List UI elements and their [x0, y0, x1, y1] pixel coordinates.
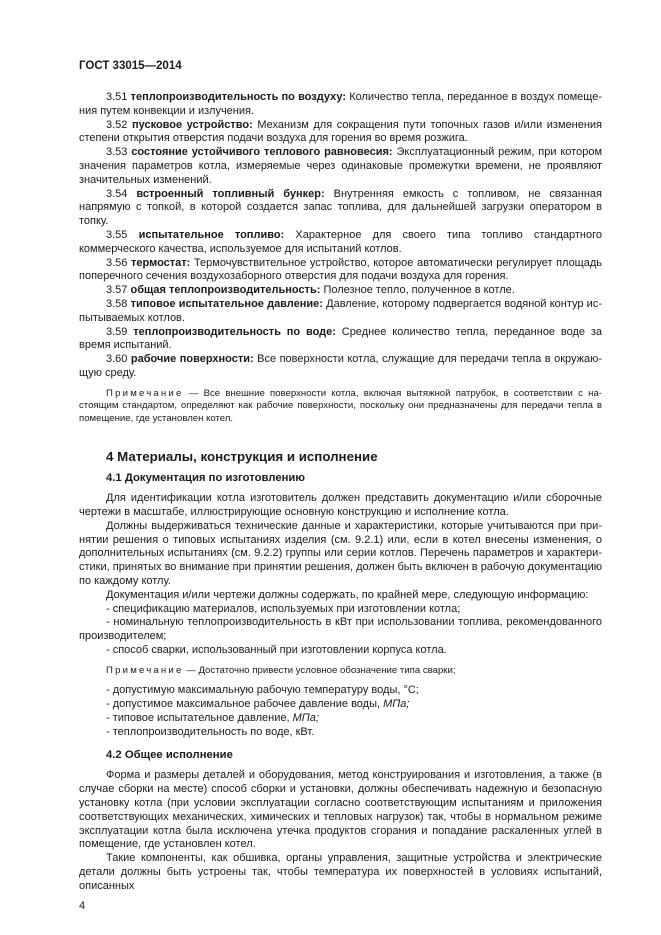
note-label: Примечание: [106, 664, 184, 676]
paragraph: Документация и/или чертежи должны содержать, по крайней мере, следующую информацию:: [106, 588, 589, 601]
list-item-text: - допустимую максимальную рабочую температуру воды, °С;: [106, 684, 419, 697]
note-svarka: [79, 665, 602, 678]
definition-text: Количество тепла, переданное в воздух помещения путем конвекции и излучения.: [79, 91, 603, 117]
definition-number: 3.58: [106, 297, 128, 310]
definitions-list: [79, 91, 602, 381]
document-page: [79, 0, 602, 933]
definition-term: испытательное топливо:: [138, 228, 285, 241]
note-rabochie-poverhnosti: [79, 388, 602, 426]
definition-text: Характерное для своего типа топливо стандартного коммерческого качества, используемое для испытаний котлов.: [79, 228, 603, 255]
definition-term: рабочие поверхности:: [130, 353, 254, 366]
definition-3-57: [79, 284, 602, 298]
definition-term: встроенный топливный бункер:: [136, 187, 325, 200]
definition-text: Среднее количество тепла, переданное воде за время испытаний.: [79, 325, 602, 352]
list-item: [79, 712, 602, 726]
note-label: Примечание: [106, 387, 184, 399]
definition-term: типовое испытательное давление:: [130, 297, 323, 310]
definition-term: состояние устойчивого теплового равновесия:: [131, 146, 393, 159]
definition-term: общая теплопроизводительность:: [130, 284, 321, 297]
definition-3-54: [79, 188, 602, 229]
definition-term: термостат:: [131, 256, 191, 269]
definition-number: 3.52: [106, 118, 128, 131]
list-item: - спецификацию материалов, используемых при изготовлении котла;: [106, 602, 461, 615]
definition-text: Механизм для сокращения пути топочных газов и/или изменения степени открытия отверстия подачи воздуха для горения во время розжига.: [79, 118, 603, 145]
paragraph: Такие компоненты, как обшивка, органы управления, защитные устройства и электрические детали должны быть устроены так, чтобы температура их поверхностей в условиях испытаний, описанных: [79, 852, 602, 892]
definition-number: 3.54: [106, 187, 128, 200]
definition-text: Все поверхности котла, служащие для передачи тепла в окружающую среду.: [79, 353, 603, 379]
list-item: - номинальную теплопроизводительность в кВт при использовании топлива, рекомендованного производителем;: [79, 616, 602, 643]
definition-term: пусковое устройство:: [131, 118, 253, 131]
page-number: 4: [79, 899, 86, 912]
definition-3-55: [79, 229, 602, 257]
unit: МПа;: [383, 698, 410, 711]
list-item: [79, 698, 602, 712]
definition-3-56: [79, 257, 602, 285]
document-id: ГОСТ 33015—2014: [79, 60, 182, 72]
paragraph: Для идентификации котла изготовитель должен представить документацию и/или сборочные чертежи в масштабе, иллюстрирующие основную конструкцию и исполнение котла.: [79, 492, 602, 519]
definition-number: 3.51: [106, 91, 128, 103]
list-item-text: - теплопроизводительность по воде, кВт.: [106, 725, 315, 738]
definition-term: теплопроизводительность по воздуху:: [130, 91, 346, 103]
note-text: — Достаточно привести условное обозначение типа сварки;: [183, 664, 456, 676]
definition-number: 3.57: [106, 284, 128, 297]
unit: МПа;: [292, 711, 319, 724]
definition-3-51: [79, 91, 602, 119]
definition-number: 3.60: [106, 353, 128, 366]
list-item: [79, 684, 602, 698]
paragraph: Должны выдерживаться технические данные и характеристики, которые учитываются при принятии решения о типовых испытаниях изделия (см. 9.2.1) или, если в котел внесены изменения, о дополнительных испытаниях (см. 9.2.2) группы или серии котлов. Перечень параметров и характеристики, принятых во внимание при принятии решения, должен быть включен в рабочую документацию по каждому котлу.: [79, 519, 602, 588]
definition-number: 3.55: [106, 228, 128, 241]
definition-text: Давление, которому подвергается водяной контур испытываемых котлов.: [79, 297, 603, 324]
definition-3-58: [79, 298, 602, 326]
definition-3-60: [79, 353, 602, 381]
note-text: — Все внешние поверхности котла, включая вытяжной патрубок, в соответствии с настоящим стандартом, определяют как рабочие поверхности, поскольку они предназначены для передачи тепла в помещение, где установлен котел.: [79, 387, 602, 424]
definition-text: Полезное тепло, полученное в котле.: [323, 284, 515, 297]
definition-3-52: [79, 119, 602, 147]
section-4-heading: 4 Материалы, конструкция и исполнение: [106, 449, 378, 465]
section-4-1-heading: 4.1 Документация по изготовлению: [106, 472, 306, 485]
definition-text: Термочувствительное устройство, которое автоматически регулирует площадь поперечного сечения воздухозаборного отверстия для подачи воздуха для горения.: [79, 256, 602, 283]
definition-term: теплопроизводительность по воде:: [133, 325, 336, 338]
list-item: - способ сварки, использованный при изготовлении корпуса котла.: [106, 644, 447, 656]
list-item: [79, 726, 602, 740]
definition-number: 3.59: [106, 325, 128, 338]
definition-text: Внутренняя емкость с топливом, не связанная напрямую с топкой, в которой создается запас топлива, для дальнейшей загрузки оператором в топку.: [79, 187, 602, 228]
definition-number: 3.56: [106, 256, 128, 269]
definition-text: Эксплуатационный режим, при котором значения параметров котла, измеряемые через одинаковые промежутки времени, не проявляют значительных изменений.: [79, 146, 603, 186]
list-item-text: - типовое испытательное давление,: [106, 711, 293, 724]
definition-3-59: [79, 326, 602, 354]
paragraph: Форма и размеры деталей и оборудования, метод конструирования и изготовления, а также (в случае сборки на месте) способ сборки и установки, должны обеспечивать надежную и безопасную установку котла (при условии эксплуатации согласно соответствующим испытаниям и приложения соответствующих механических, химических и тепловых нагрузок) так, чтобы в нормальном режиме эксплуатации котла была исключена утечка продуктов сгорания и попадание раскаленных углей в помещение, где установлен котел.: [79, 769, 602, 851]
definition-3-53: [79, 146, 602, 187]
definition-number: 3.53: [106, 146, 128, 159]
section-4-2-heading: 4.2 Общее исполнение: [106, 749, 233, 762]
list-item-text: - допустимое максимальное рабочее давление воды,: [106, 698, 384, 711]
